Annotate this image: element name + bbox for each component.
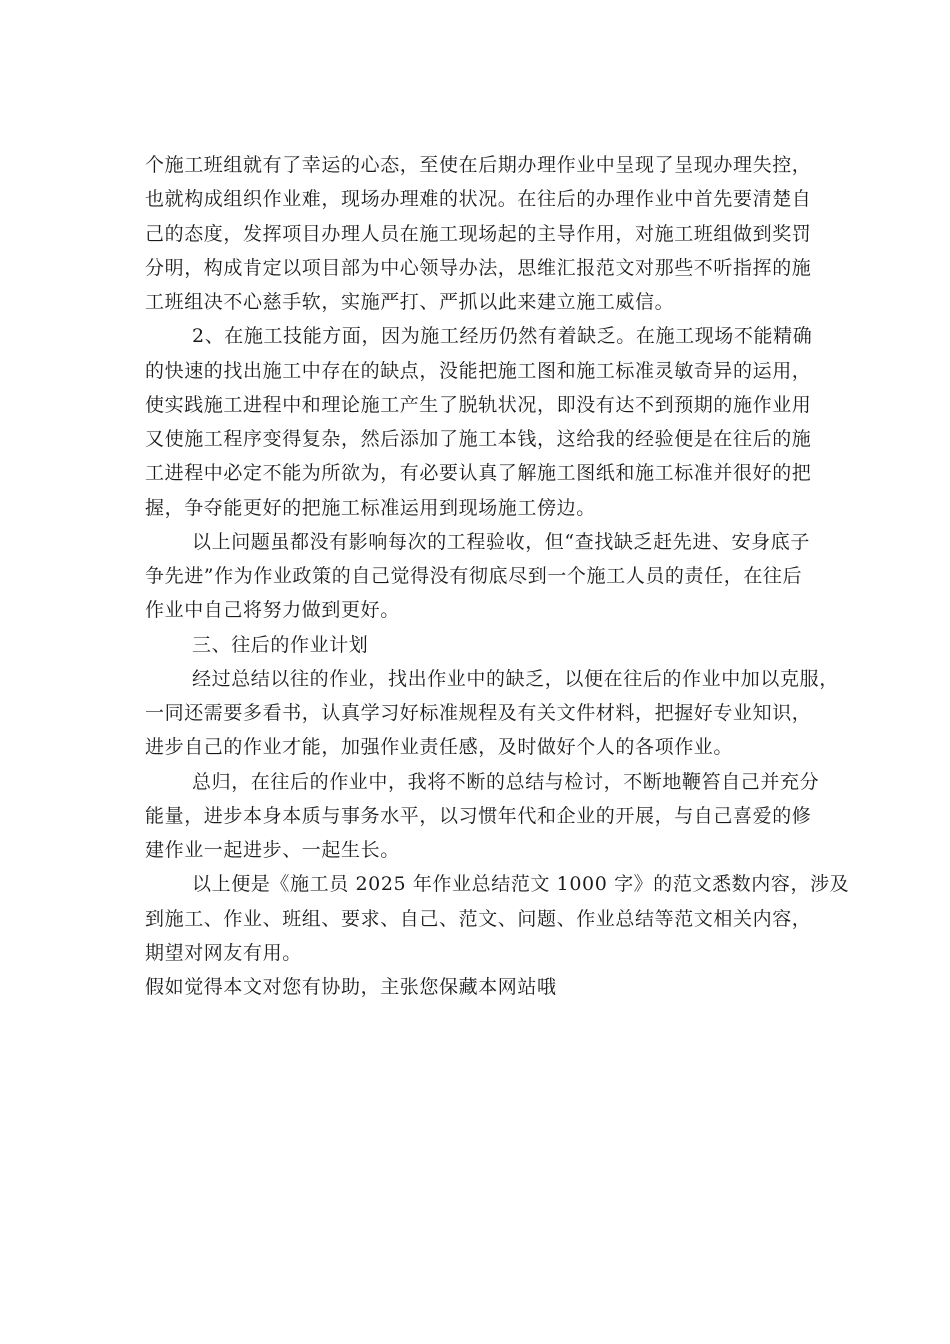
footer-note: 假如觉得本文对您有协助，主张您保藏本网站哦 <box>145 976 557 998</box>
text-line: 分明，构成肯定以项目部为中心领导办法，思维汇报范文对那些不听指挥的施 <box>145 257 812 279</box>
text-line: 以上问题虽都没有影响每次的工程验收，但“查找缺乏赶先进、安身底子 <box>192 531 810 553</box>
text-line: 也就构成组织作业难，现场办理难的状况。在往后的办理作业中首先要清楚自 <box>145 188 812 210</box>
text-line: 个施工班组就有了幸运的心态，至使在后期办理作业中呈现了呈现办理失控， <box>145 154 812 176</box>
text-line: 握，争夺能更好的把施工标准运用到现场施工傍边。 <box>145 497 596 519</box>
text-line: 工进程中必定不能为所欲为，有必要认真了解施工图纸和施工标准并很好的把 <box>145 462 812 484</box>
text-line: 又使施工程序变得复杂，然后添加了施工本钱，这给我的经验便是在往后的施 <box>145 428 812 450</box>
text-line: 作业中自己将努力做到更好。 <box>145 599 400 621</box>
text-line: 使实践施工进程中和理论施工产生了脱轨状况，即没有达不到预期的施作业用 <box>145 394 812 416</box>
text-line: 的快速的找出施工中存在的缺点，没能把施工图和施工标准灵敏奇异的运用， <box>145 360 812 382</box>
text-line: 经过总结以往的作业，找出作业中的缺乏，以便在往后的作业中加以克服， <box>192 668 839 690</box>
section-heading: 三、往后的作业计划 <box>192 634 369 656</box>
text-line: 期望对网友有用。 <box>145 942 302 964</box>
text-line: 2、在施工技能方面，因为施工经历仍然有着缺乏。在施工现场不能精确 <box>192 325 813 347</box>
text-line: 争先进”作为作业政策的自己觉得没有彻底尽到一个施工人员的责任，在往后 <box>145 565 803 587</box>
text-line: 能量，进步本身本质与事务水平，以习惯年代和企业的开展，与自己喜爱的修 <box>145 805 812 827</box>
text-line: 进步自己的作业才能，加强作业责任感，及时做好个人的各项作业。 <box>145 736 734 758</box>
text-line: 以上便是《施工员 2025 年作业总结范文 1000 字》的范文悉数内容，涉及 <box>192 873 850 895</box>
text-line: 一同还需要多看书，认真学习好标准规程及有关文件材料，把握好专业知识， <box>145 702 812 724</box>
text-line: 总归，在往后的作业中，我将不断的总结与检讨，不断地鞭笞自己并充分 <box>192 771 820 793</box>
text-line: 工班组决不心慈手软，实施严打、严抓以此来建立施工威信。 <box>145 291 675 313</box>
text-line: 己的态度，发挥项目办理人员在施工现场起的主导作用，对施工班组做到奖罚 <box>145 223 812 245</box>
text-line: 建作业一起进步、一起生长。 <box>145 839 400 861</box>
text-line: 到施工、作业、班组、要求、自己、范文、问题、作业总结等范文相关内容， <box>145 908 812 930</box>
